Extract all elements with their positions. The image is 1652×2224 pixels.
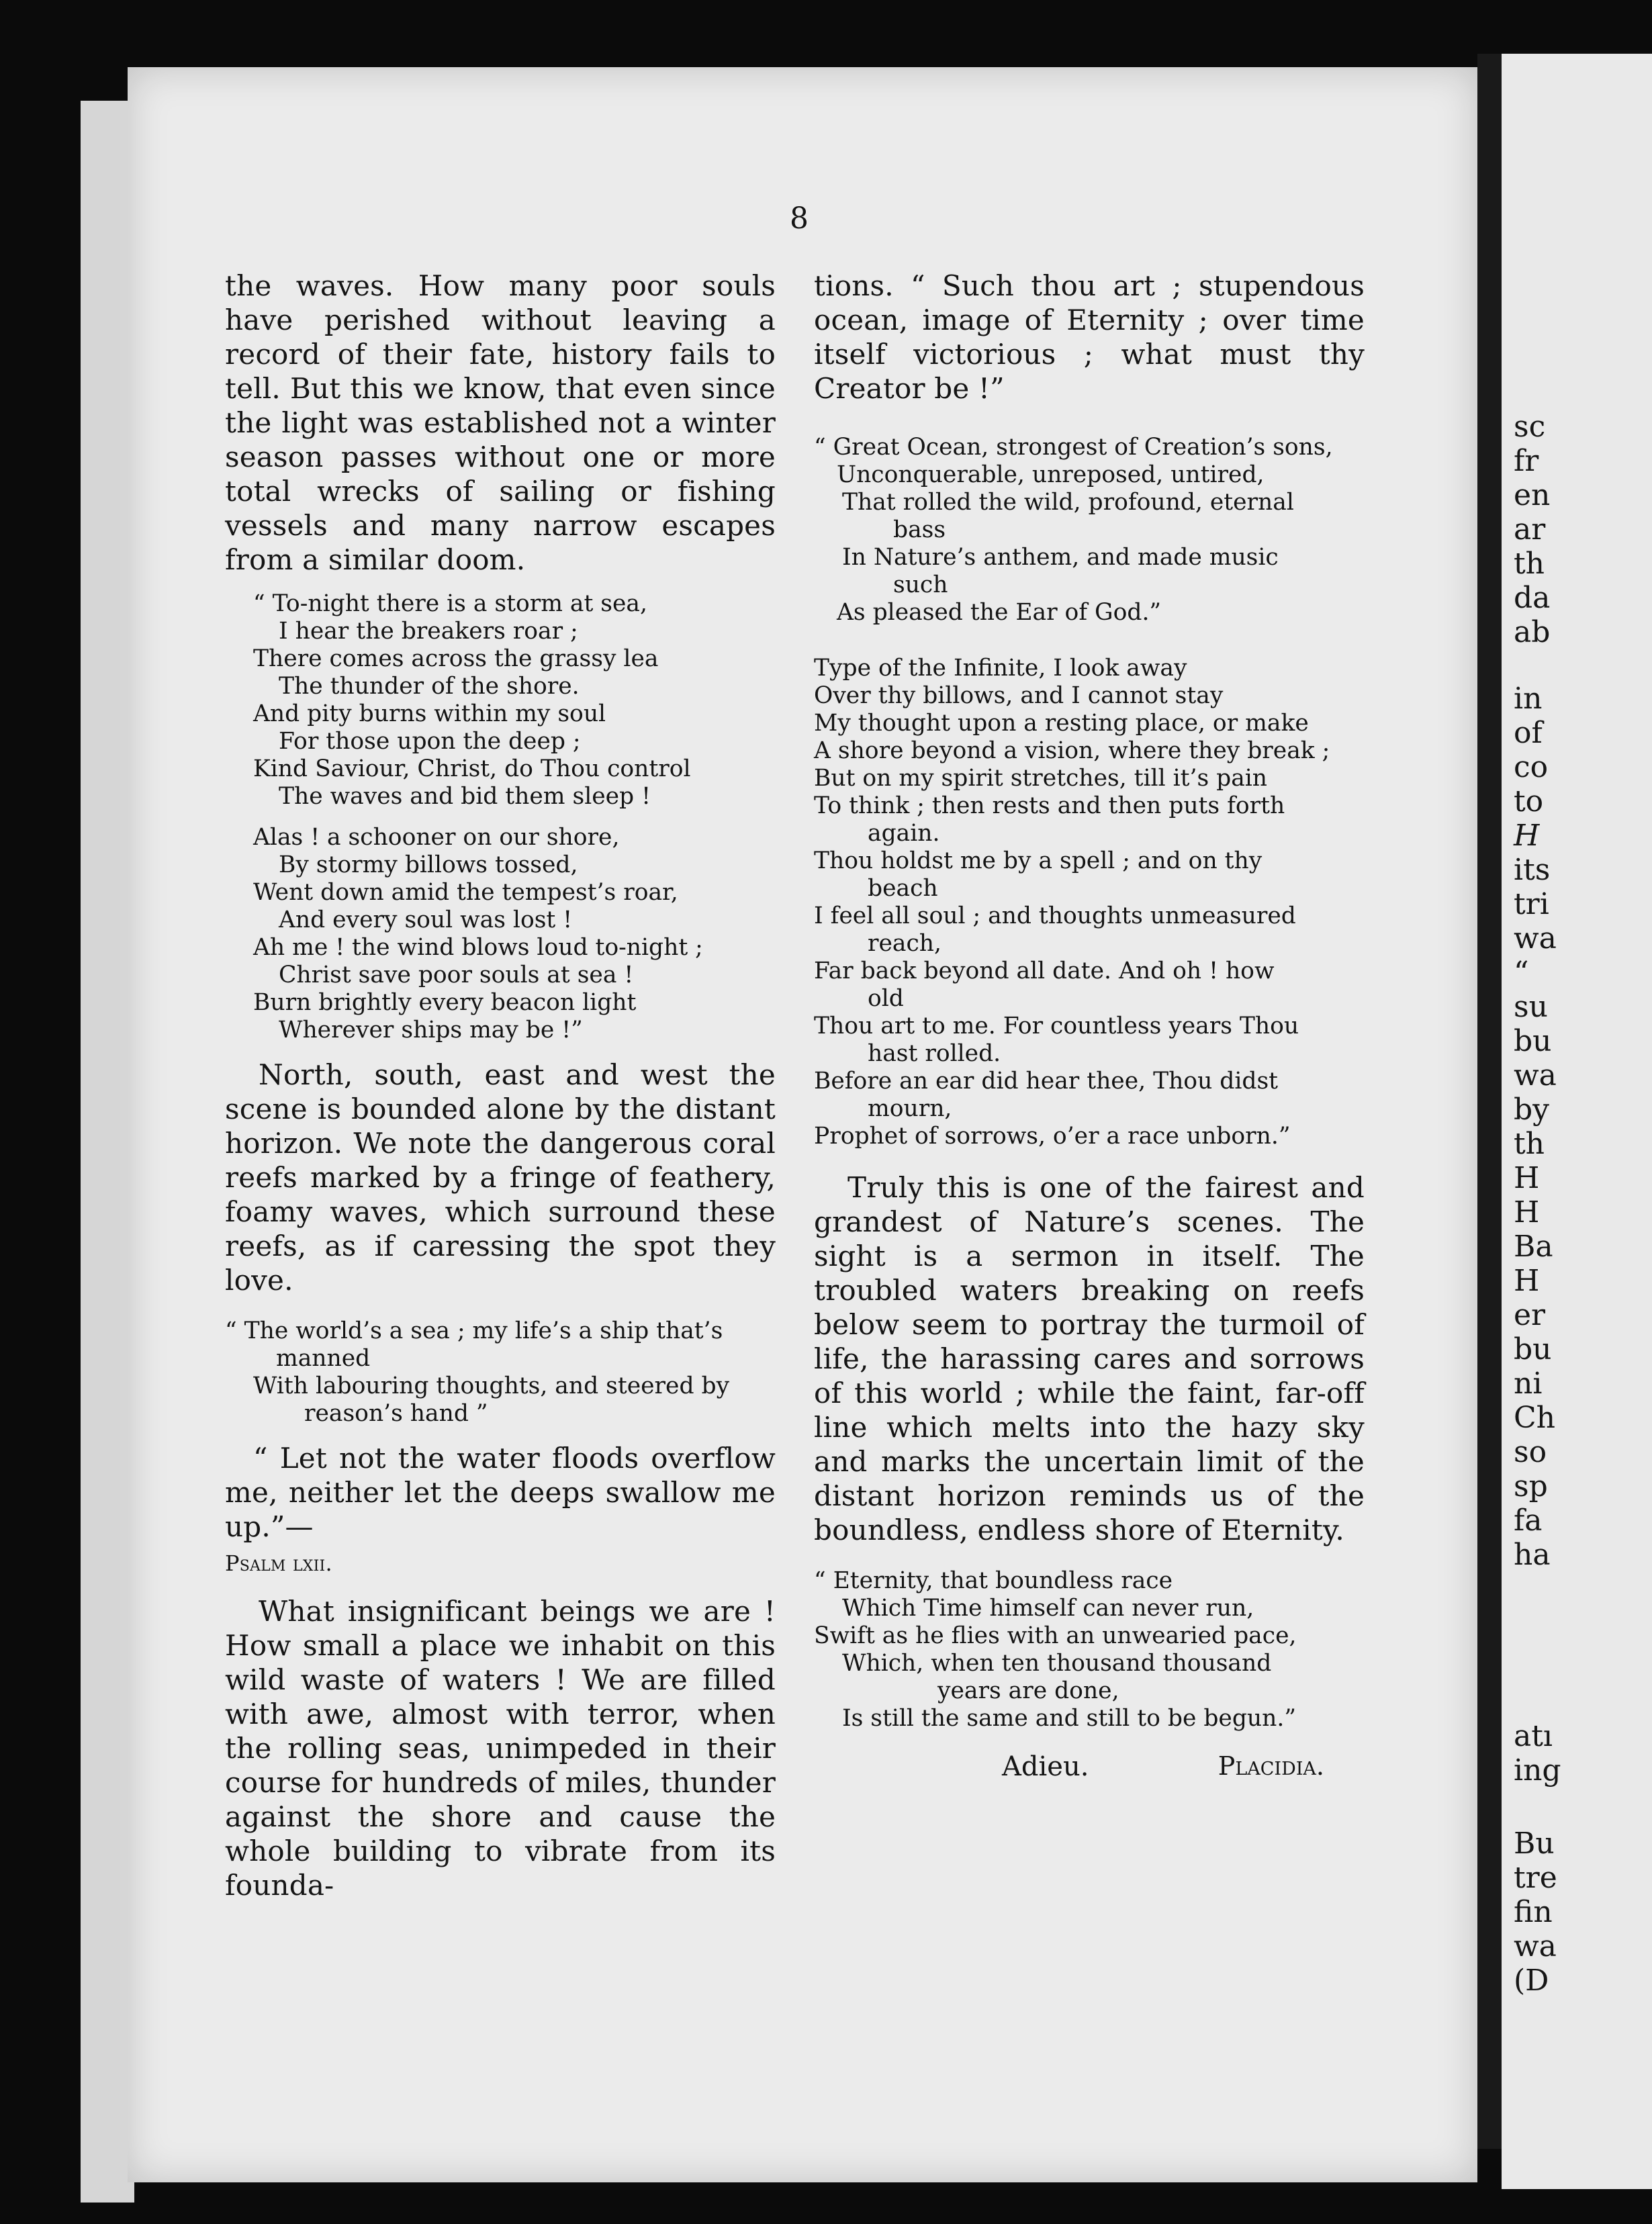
verse-line: With labouring thoughts, and steered by xyxy=(253,1373,730,1399)
next-page-fragment: fr xyxy=(1514,444,1539,478)
book-spine xyxy=(1477,54,1502,2149)
poem-storm-at-sea xyxy=(225,590,776,1044)
next-page-fragment: tre xyxy=(1514,1861,1557,1895)
verse-line: Which Time himself can never run, xyxy=(842,1595,1254,1622)
verse-line: Wherever ships may be !” xyxy=(279,1017,583,1044)
next-page-fragment: wa xyxy=(1514,1929,1557,1963)
next-page-fragment: th xyxy=(1514,1127,1545,1161)
next-page-fragment: H xyxy=(1514,819,1540,853)
verse-line: The thunder of the shore. xyxy=(279,673,580,700)
verse-line: Kind Saviour, Christ, do Thou control xyxy=(253,755,691,782)
next-page-fragment: H xyxy=(1514,1264,1540,1298)
verse-line: That rolled the wild, profound, eternal xyxy=(842,489,1294,516)
psalm-reference: Psalm lxii. xyxy=(225,1550,332,1576)
right-column xyxy=(814,269,1365,1782)
verse-line: There comes across the grassy lea xyxy=(253,645,659,672)
verse-line: reach, xyxy=(868,930,942,957)
verse-line: “ The world’s a sea ; my life’s a ship that’s xyxy=(225,1317,723,1344)
next-page-fragment: ar xyxy=(1514,512,1546,547)
next-page-fragment: in xyxy=(1514,682,1543,716)
verse-line: old xyxy=(868,985,904,1012)
next-page-fragment: ab xyxy=(1514,615,1551,649)
signoff-adieu: Adieu. xyxy=(1002,1751,1089,1782)
verse-line: Ah me ! the wind blows loud to-night ; xyxy=(253,934,703,961)
verse-line: I feel all soul ; and thoughts unmeasured xyxy=(814,902,1296,929)
poem-type-of-the-infinite xyxy=(814,655,1365,1150)
verse-line: hast rolled. xyxy=(868,1040,1001,1067)
verse-line: Far back beyond all date. And oh ! how xyxy=(814,958,1275,984)
next-page-fragment: Ch xyxy=(1514,1401,1556,1435)
next-page-fragment: so xyxy=(1514,1435,1547,1469)
next-page-fragment: atı xyxy=(1514,1719,1553,1753)
verse-line: In Nature’s anthem, and made music xyxy=(842,544,1279,571)
next-page-fragment: ing xyxy=(1514,1753,1561,1788)
verse-line: “ Eternity, that boundless race xyxy=(814,1567,1173,1594)
verse-line: To think ; then rests and then puts forth xyxy=(814,792,1285,819)
psalm-quote xyxy=(225,1441,776,1581)
next-page-fragment: fin xyxy=(1514,1895,1553,1929)
next-page-fragment: da xyxy=(1514,581,1551,615)
verse-line: reason’s hand ” xyxy=(304,1400,488,1427)
paragraph-truly: Truly this is one of the fairest and grandest of Nature’s scenes. The sight is a sermon in itself. The troubled waters breaking on reefs below seem to portray the turmoil of life, the harassing cares and sorrows of this world ; while the faint, far-off line which melts into the hazy sky and marks the uncertain limit of the distant horizon reminds us of the boundless, endless shore of Eternity. xyxy=(814,1171,1365,1546)
next-page-fragment: Ba xyxy=(1514,1230,1553,1264)
verse-line: Thou holdst me by a spell ; and on thy xyxy=(814,847,1263,874)
next-page-fragment: sp xyxy=(1514,1469,1548,1503)
next-page-fragment: sc xyxy=(1514,410,1546,444)
poem-eternity xyxy=(814,1567,1365,1732)
paragraph-opening: the waves. How many poor souls have perished without leaving a record of their fate, history fails to tell. But this we know, that even since the light was established not a winter season passes without one or more total wrecks of sailing or fishing vessels and many narrow escapes from a similar doom. xyxy=(225,269,776,576)
next-page-fragment: bu xyxy=(1514,1024,1552,1058)
next-page-fragment: of xyxy=(1514,716,1543,750)
verse-line: And pity burns within my soul xyxy=(253,700,606,727)
verse-line: bass xyxy=(893,516,946,543)
page-number: 8 xyxy=(790,201,809,236)
paragraph-foundations: tions. “ Such thou art ; stupendous ocean, image of Eternity ; over time itself victorious ; what must thy Creator be !” xyxy=(814,269,1365,405)
signoff xyxy=(814,1751,1365,1782)
next-page-fragment: its xyxy=(1514,853,1551,887)
next-page-fragment: th xyxy=(1514,547,1545,581)
verse-line: Burn brightly every beacon light xyxy=(253,989,637,1016)
verse-line: My thought upon a resting place, or make xyxy=(814,710,1309,737)
verse-line: Thou art to me. For countless years Thou xyxy=(814,1013,1299,1039)
verse-line: such xyxy=(893,571,948,598)
next-page-fragment: er xyxy=(1514,1298,1546,1332)
next-page-fragment: by xyxy=(1514,1093,1550,1127)
verse-line: “ Great Ocean, strongest of Creation’s sons, xyxy=(814,434,1333,461)
verse-line: But on my spirit stretches, till it’s pain xyxy=(814,765,1268,792)
poem-great-ocean xyxy=(814,434,1365,627)
verse-line: again. xyxy=(868,820,940,847)
next-page-fragment: en xyxy=(1514,478,1551,512)
verse-line: By stormy billows tossed, xyxy=(279,851,578,878)
verse-line: Christ save poor souls at sea ! xyxy=(279,962,634,988)
verse-line: beach xyxy=(868,875,938,902)
page-edge xyxy=(81,101,134,2203)
next-page-fragment: tri xyxy=(1514,887,1549,921)
verse-line: manned xyxy=(276,1345,371,1372)
verse-line: Alas ! a schooner on our shore, xyxy=(253,824,620,851)
next-page-edge xyxy=(1502,54,1652,2189)
next-page-fragment: “ xyxy=(1514,956,1529,990)
paragraph-horizon: North, south, east and west the scene is bounded alone by the distant horizon. We note the dangerous coral reefs marked by a fringe of feathery, foamy waves, which surround these reefs, as if caressing the spot they love. xyxy=(225,1058,776,1297)
next-page-fragment: bu xyxy=(1514,1332,1552,1366)
next-page-fragment: co xyxy=(1514,750,1549,784)
verse-line: Type of the Infinite, I look away xyxy=(814,655,1187,682)
next-page-fragment: su xyxy=(1514,990,1548,1024)
verse-line: years are done, xyxy=(937,1677,1119,1704)
verse-line: Over thy billows, and I cannot stay xyxy=(814,682,1224,709)
next-page-fragment: ni xyxy=(1514,1366,1543,1401)
next-page-fragment: Bu xyxy=(1514,1826,1555,1861)
next-page-fragment: wa xyxy=(1514,1058,1557,1093)
signoff-author: Placidia. xyxy=(1218,1751,1324,1781)
verse-line: Unconquerable, unreposed, untired, xyxy=(837,461,1265,488)
poem-worlds-a-sea xyxy=(225,1317,776,1428)
next-page-fragment: fa xyxy=(1514,1503,1543,1538)
verse-line: For those upon the deep ; xyxy=(279,728,581,755)
verse-line: “ To-night there is a storm at sea, xyxy=(253,590,647,617)
paragraph-insignificant: What insignificant beings we are ! How small a place we inhabit on this wild waste of waters ! We are filled with awe, almost with terror, when the rolling seas, unimpeded in their course for hundreds of miles, thunder against the shore and cause the whole building to vibrate from its founda- xyxy=(225,1595,776,1902)
verse-line: A shore beyond a vision, where they break ; xyxy=(814,737,1330,764)
verse-line: Swift as he flies with an unwearied pace, xyxy=(814,1622,1297,1649)
verse-line: Before an ear did hear thee, Thou didst xyxy=(814,1068,1279,1095)
next-page-fragment: ha xyxy=(1514,1538,1551,1572)
next-page-fragment: H xyxy=(1514,1161,1540,1195)
next-page-fragment: H xyxy=(1514,1195,1540,1230)
verse-line: And every soul was lost ! xyxy=(279,907,573,933)
verse-line: Is still the same and still to be begun.” xyxy=(842,1705,1296,1732)
verse-line: Prophet of sorrows, o’er a race unborn.” xyxy=(814,1123,1291,1150)
verse-line: Went down amid the tempest’s roar, xyxy=(253,879,678,906)
psalm-quote-text: “ Let not the water floods overflow me, neither let the deeps swallow me up.”— xyxy=(225,1442,776,1543)
next-page-fragment: to xyxy=(1514,784,1544,819)
verse-line: I hear the breakers roar ; xyxy=(279,618,578,645)
verse-line: Which, when ten thousand thousand xyxy=(842,1650,1272,1677)
left-column xyxy=(225,269,776,1902)
verse-line: The waves and bid them sleep ! xyxy=(279,783,651,810)
next-page-fragment: (D xyxy=(1514,1963,1549,1998)
next-page-fragment: wa xyxy=(1514,921,1557,956)
verse-line: mourn, xyxy=(868,1095,952,1122)
verse-line: As pleased the Ear of God.” xyxy=(837,599,1162,626)
